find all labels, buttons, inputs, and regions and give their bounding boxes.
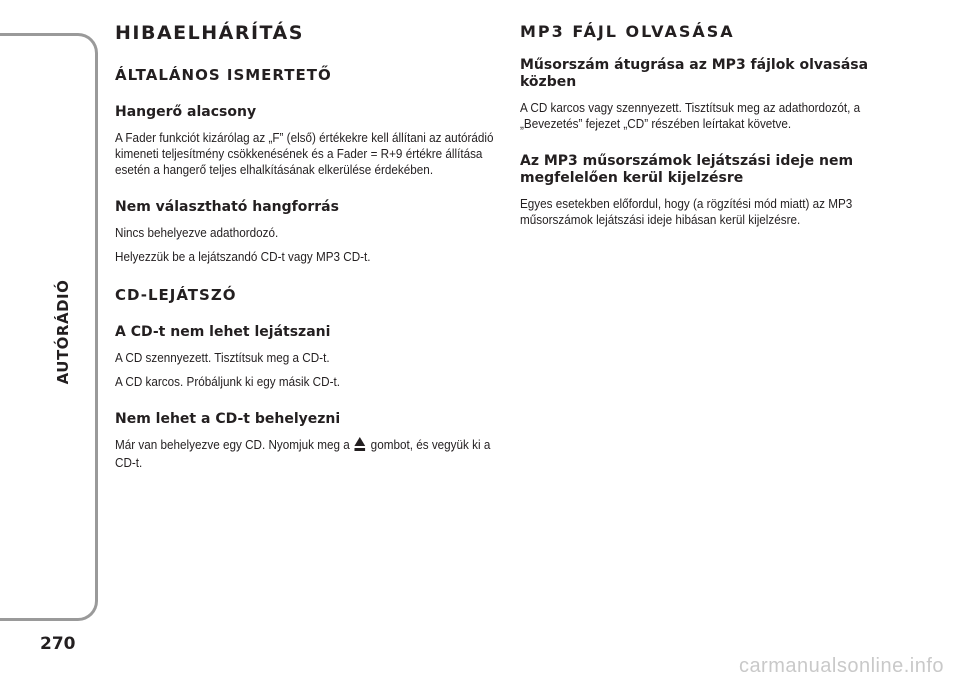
- text-volume-low: A Fader funkciót kizárólag az „F” (első) értékekre kell állítani az autórádió kimeneti teljesítmény csökkenésének és a Fader = R+9 értékre állítása esetén a hangerő teljes elhalkításának elkerülése érdekében.: [115, 130, 494, 177]
- side-tab: [0, 33, 98, 621]
- text-cd-play-1: A CD szennyezett. Tisztítsuk meg a CD-t.: [115, 350, 330, 365]
- heading-cd-insert: Nem lehet a CD-t behelyezni: [115, 411, 341, 427]
- page-title: HIBAELHÁRÍTÁS: [115, 22, 304, 44]
- heading-mp3-skip: Műsorszám átugrása az MP3 fájlok olvasása közben: [520, 57, 869, 90]
- right-column: [520, 22, 920, 236]
- heading-cd-play: A CD-t nem lehet lejátszani: [115, 324, 331, 340]
- text-source-1: Nincs behelyezve adathordozó.: [115, 225, 279, 240]
- watermark: carmanualsonline.info: [738, 655, 944, 677]
- left-column: [115, 22, 495, 479]
- section-title-mp3: MP3 FÁJL OLVASÁSA: [520, 22, 735, 41]
- heading-mp3-time: Az MP3 műsorszámok lejátszási ideje nem megfelelően kerül kijelzésre: [520, 153, 854, 186]
- heading-volume-low: Hangerő alacsony: [115, 104, 257, 120]
- text-cd-play-2: A CD karcos. Próbáljunk ki egy másik CD-t.: [115, 374, 340, 389]
- text-mp3-skip: A CD karcos vagy szennyezett. Tisztítsuk meg az adathordozót, a „Bevezetés” fejezet „CD” részében leírtakat követve.: [520, 100, 861, 131]
- section-title-general: ÁLTALÁNOS ISMERTETŐ: [115, 66, 332, 84]
- chapter-label: AUTÓRÁDIÓ: [54, 279, 72, 385]
- text-cd-insert-b: gombot, és vegyük ki a CD-t.: [115, 437, 491, 470]
- heading-source: Nem választható hangforrás: [115, 199, 339, 215]
- eject-icon: [355, 437, 366, 455]
- text-cd-insert-a: Már van behelyezve egy CD. Nyomjuk meg a: [115, 437, 350, 452]
- page-number: 270: [40, 634, 76, 654]
- section-title-cd: CD-LEJÁTSZÓ: [115, 286, 237, 304]
- text-cd-insert: [115, 437, 495, 471]
- text-mp3-time: Egyes esetekben előfordul, hogy (a rögzítési mód miatt) az MP3 műsorszámok lejátszási ideje hibásan kerül kijelzésre.: [520, 196, 853, 227]
- text-source-2: Helyezzük be a lejátszandó CD-t vagy MP3 CD-t.: [115, 249, 371, 264]
